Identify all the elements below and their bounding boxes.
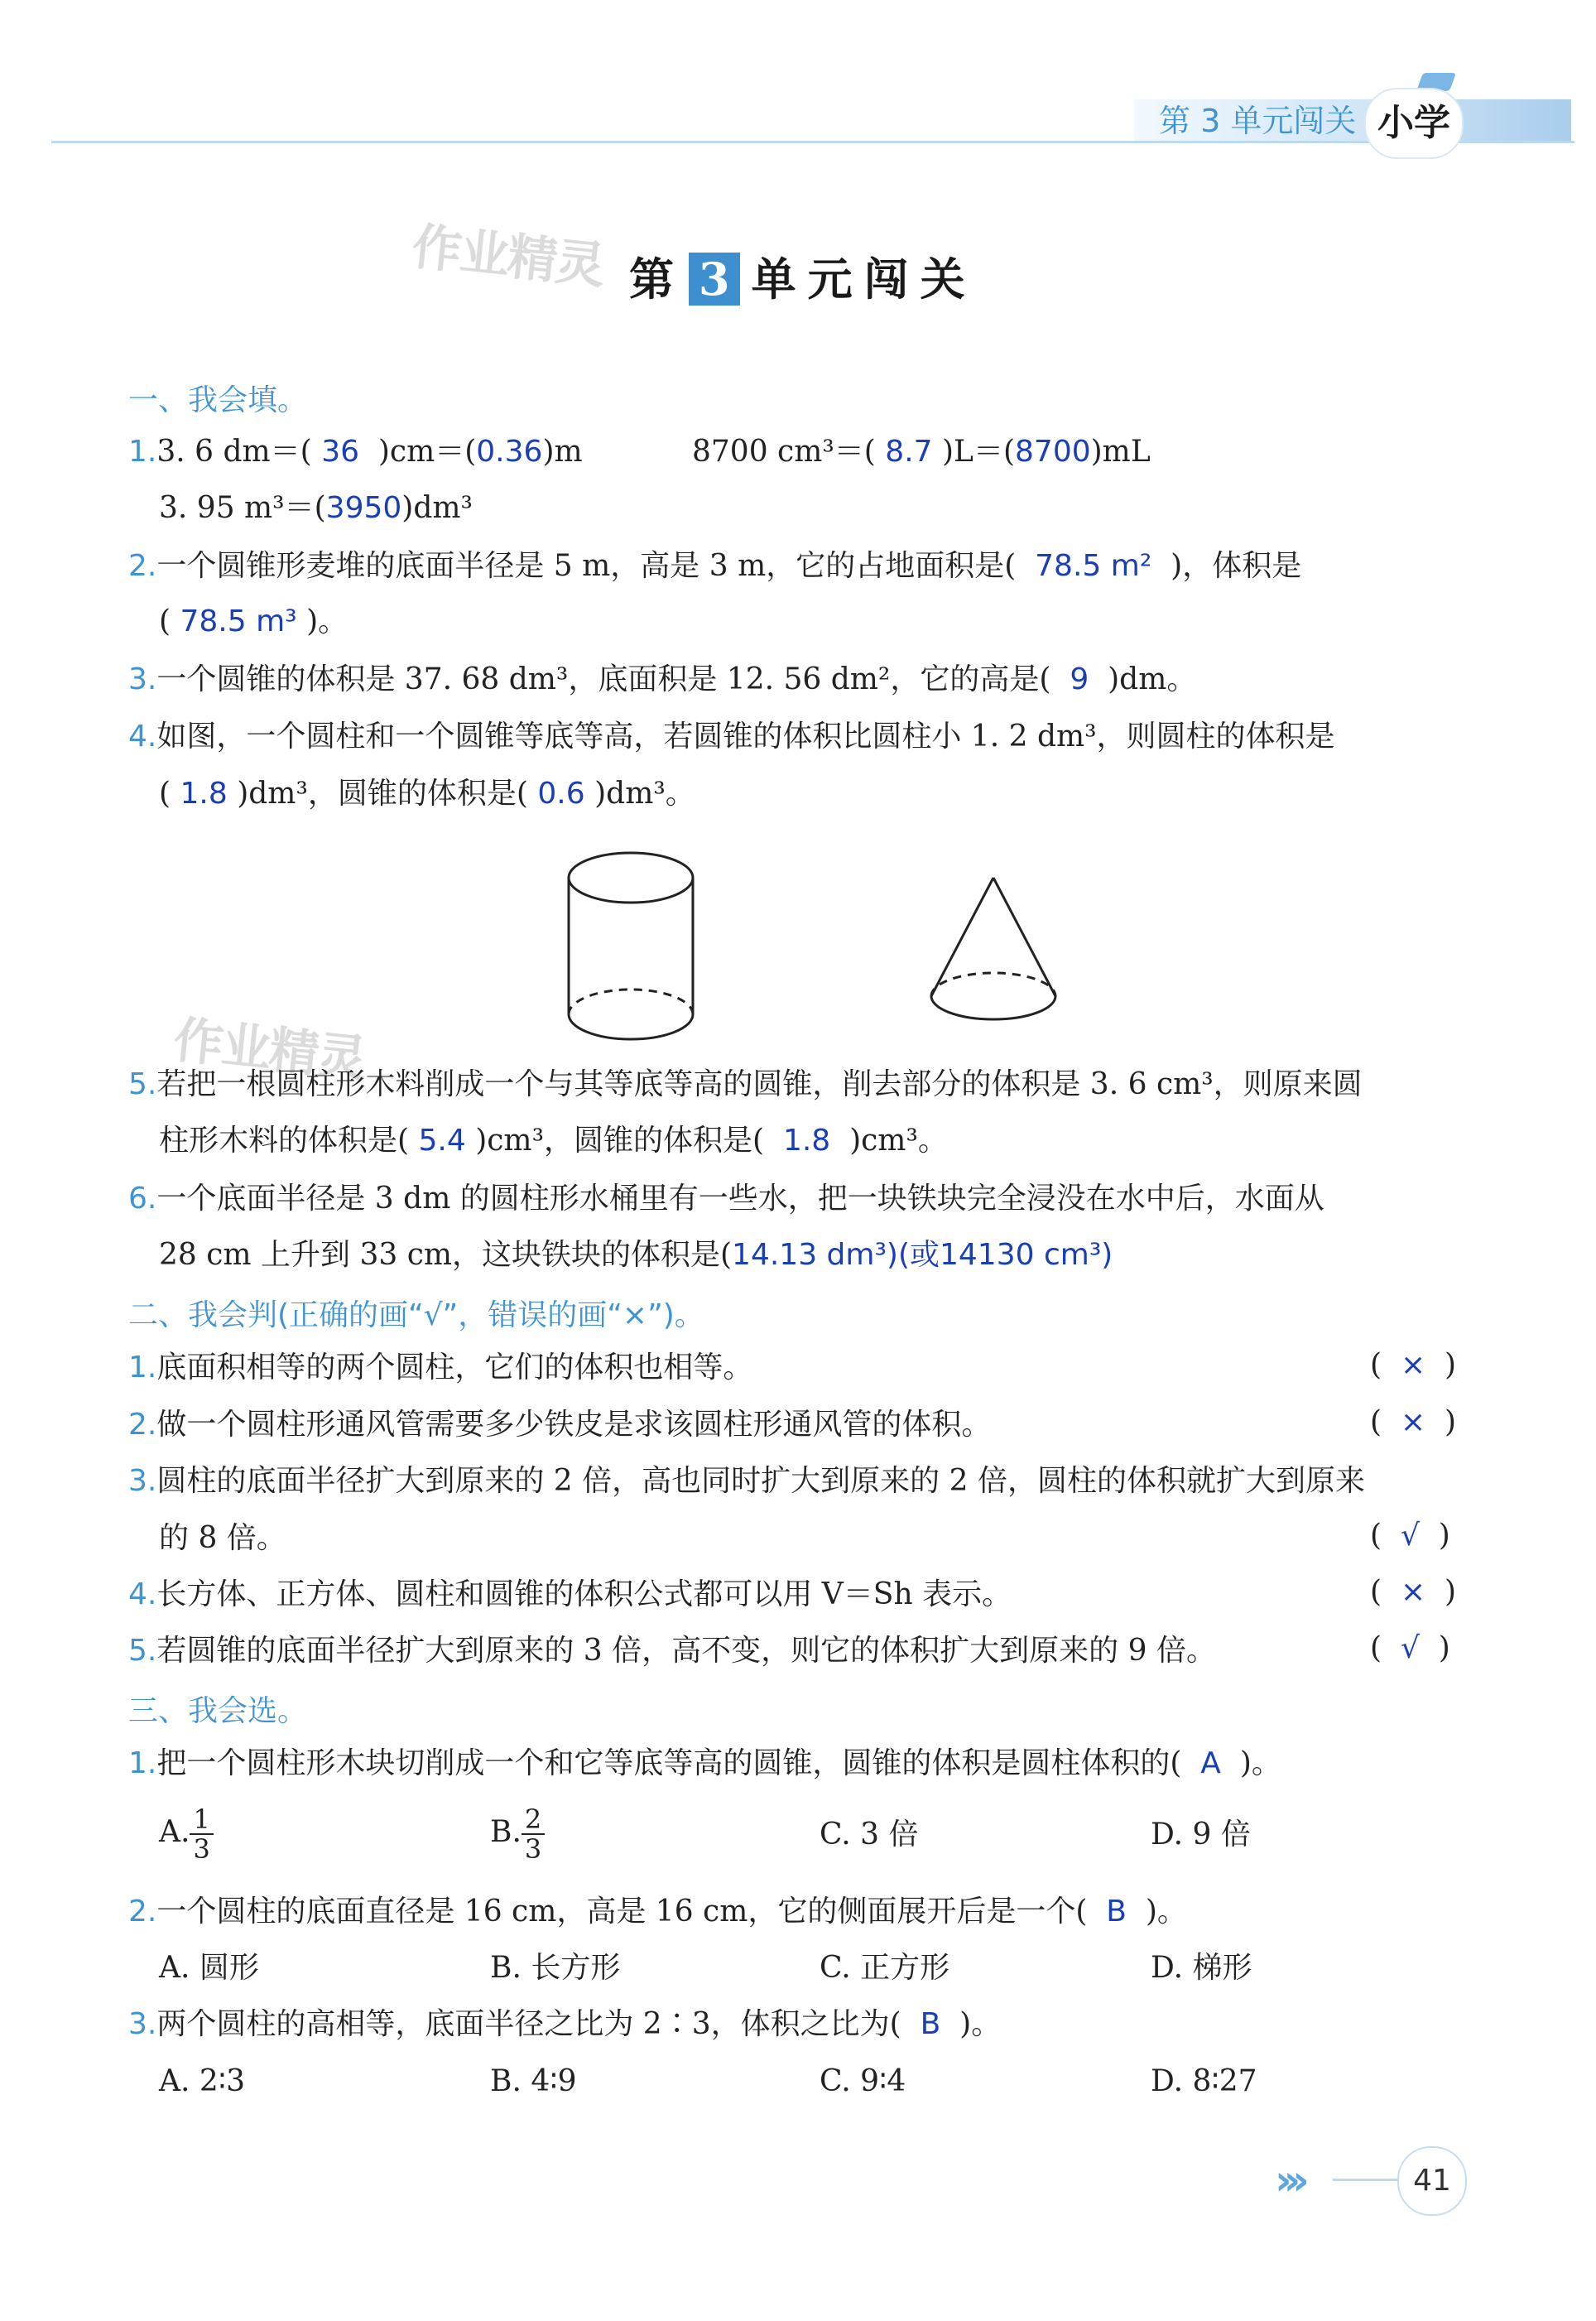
page-number: 41	[1397, 2146, 1467, 2216]
judge-answer-1: ( × )	[1370, 1348, 1457, 1382]
section-heading: 三、我会选。	[128, 1694, 308, 1728]
question-2-line-2: ( 78.5 m³ )。	[159, 604, 349, 638]
footer-rule	[1333, 2179, 1399, 2181]
chevron-arrows-icon: ›››	[1275, 2156, 1301, 2204]
choice-2-option-c: C. 正方形	[820, 1951, 950, 1985]
judge-item-3: 3.圆柱的底面半径扩大到原来的 2 倍，高也同时扩大到原来的 2 倍，圆柱的体积就扩大到原来	[128, 1464, 1365, 1498]
question-2: 2.一个圆锥形麦堆的底面半径是 5 m，高是 3 m，它的占地面积是( 78.5 m² )，体积是	[128, 549, 1302, 583]
question-5: 5.若把一根圆柱形木料削成一个与其等底等高的圆锥，削去部分的体积是 3. 6 cm³，则原来圆	[128, 1067, 1363, 1101]
judge-answer-2: ( × )	[1370, 1405, 1457, 1439]
choice-2-option-b: B. 长方形	[490, 1951, 621, 1985]
question-1-part-3: 3. 95 m³＝(3950)dm³	[159, 491, 473, 525]
school-badge: 小学	[1366, 89, 1462, 157]
question-4: 4.如图，一个圆柱和一个圆锥等底等高，若圆锥的体积比圆柱小 1. 2 dm³，则圆柱的体积是	[128, 720, 1335, 754]
choice-1-option-c: C. 3 倍	[820, 1818, 919, 1852]
question-4-line-2: ( 1.8 )dm³，圆锥的体积是( 0.6 )dm³。	[159, 777, 695, 811]
section-heading: 二、我会判(正确的画“√”，错误的画“×”)。	[128, 1298, 704, 1332]
judge-answer-3: ( √ )	[1370, 1519, 1450, 1553]
watermark: 作业精灵	[409, 218, 607, 296]
cylinder-figure	[569, 853, 693, 1039]
choice-1-option-a: A. $\frac{1}{3}$	[159, 1805, 214, 1863]
judge-item-1: 1.底面积相等的两个圆柱，它们的体积也相等。	[128, 1351, 753, 1384]
section-heading: 一、我会填。	[128, 383, 308, 417]
judge-item-3-line-2: 的 8 倍。	[159, 1521, 286, 1555]
judge-item-5: 5.若圆锥的底面半径扩大到原来的 3 倍，高不变，则它的体积扩大到原来的 9 倍。	[128, 1634, 1216, 1668]
choice-1-option-b: B. $\frac{2}{3}$	[490, 1805, 545, 1863]
choice-question-1: 1.把一个圆柱形木块切削成一个和它等底等高的圆锥，圆锥的体积是圆柱体积的( A )。	[128, 1746, 1281, 1780]
choice-1-option-d: D. 9 倍	[1151, 1818, 1251, 1852]
question-5-line-2: 柱形木料的体积是( 5.4 )cm³，圆锥的体积是( 1.8 )cm³。	[159, 1124, 948, 1158]
question-1-part-2: 8700 cm³＝( 8.7 )L＝(8700)mL	[692, 435, 1151, 469]
choice-3-option-c: C. 9∶4	[820, 2064, 906, 2098]
judge-item-2: 2.做一个圆柱形通风管需要多少铁皮是求该圆柱形通风管的体积。	[128, 1408, 992, 1442]
choice-3-option-a: A. 2∶3	[159, 2064, 246, 2098]
question-3: 3.一个圆锥的体积是 37. 68 dm³，底面积是 12. 56 dm²，它的高是( 9 )dm。	[128, 662, 1197, 696]
cylinder-cone-figure	[555, 849, 1093, 1056]
unit-number: 3	[689, 253, 740, 306]
page-title: 第 3 单元闯关	[629, 253, 977, 306]
question-1: 1.3. 6 dm＝( 36 )cm＝(0.36)m	[128, 435, 583, 469]
choice-3-option-b: B. 4∶9	[490, 2064, 577, 2098]
cone-figure	[931, 878, 1055, 1019]
choice-2-option-a: A. 圆形	[159, 1951, 259, 1985]
watermark: 作业精灵	[171, 1011, 368, 1089]
choice-2-option-d: D. 梯形	[1151, 1951, 1252, 1985]
choice-question-3: 3.两个圆柱的高相等，底面半径之比为 2∶3，体积之比为( B )。	[128, 2007, 1002, 2041]
judge-answer-4: ( × )	[1370, 1575, 1457, 1609]
question-6: 6.一个底面半径是 3 dm 的圆柱形水桶里有一些水，把一块铁块完全浸没在水中后，水面从	[128, 1182, 1324, 1216]
question-6-line-2: 28 cm 上升到 33 cm，这块铁块的体积是(14.13 dm³)(或14130 cm³)	[159, 1238, 1113, 1272]
judge-item-4: 4.长方体、正方体、圆柱和圆锥的体积公式都可以用 V＝Sh 表示。	[128, 1577, 1012, 1611]
judge-answer-5: ( √ )	[1370, 1631, 1450, 1665]
choice-3-option-d: D. 8∶27	[1151, 2064, 1257, 2098]
unit-label: 第 3 单元闯关	[1159, 103, 1357, 139]
choice-question-2: 2.一个圆柱的底面直径是 16 cm，高是 16 cm，它的侧面展开后是一个( B )。	[128, 1895, 1187, 1929]
graduation-cap-icon	[1416, 73, 1456, 91]
